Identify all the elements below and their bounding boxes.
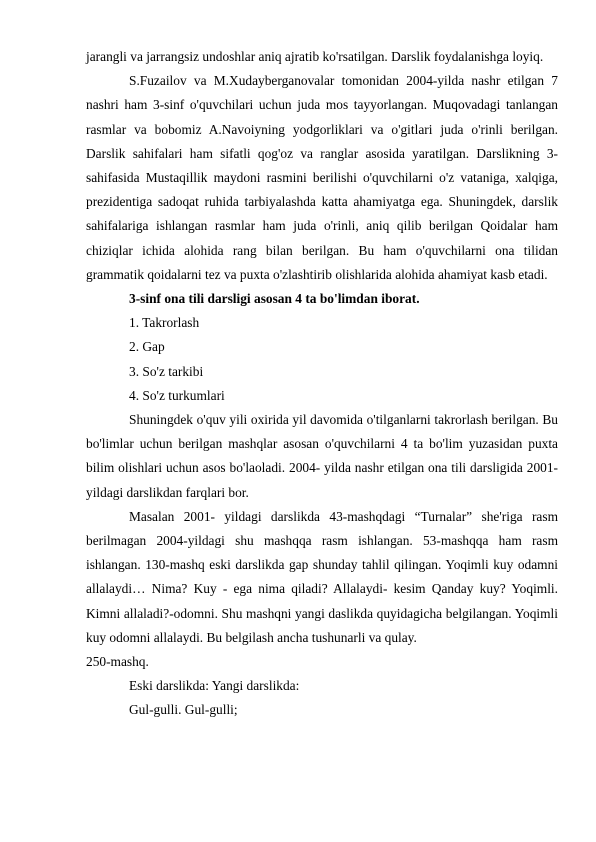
paragraph-1: jarangli va jarrangsiz undoshlar aniq ajratib ko'rsatilgan. Darslik foydalanishga loyiq.: [86, 49, 544, 64]
list-item-1: 1. Takrorlash: [129, 315, 200, 331]
paragraph-6: Eski darslikda: Yangi darslikda:: [129, 678, 300, 694]
list-item-3: 3. So'z tarkibi: [129, 363, 204, 379]
paragraph-4: Masalan 2001- yildagi darslikda 43-mashqdagi “Turnalar” she'riga rasm berilmagan 2004-yildagi shu mashqqa rasm ishlangan. 53-mashqqa ham rasm ishlangan. 130-mashq eski darslikda gap shunday tahlil qilingan. Yoqimli kuy odamni allalaydi… Nima? Kuy - ega nima qiladi? Allalaydi- kesim Qanday kuy? Yoqimli. Kimni allaladi?-odomni. Shu mashqni yangi daslikda quyidagicha belgilangan. Yoqimli kuy odomni allalaydi. Bu belgilash ancha tushunarli va qulay.: [86, 508, 558, 645]
document-page: [86, 45, 558, 723]
paragraph-5: 250-mashq.: [86, 654, 149, 670]
paragraph-3: Shuningdek o'quv yili oxirida yil davomida o'tilganlarni takrorlash berilgan. Bu bo'limlar uchun berilgan mashqlar asosan o'quvchilarni 4 ta bo'lim yuzasidan puxta bilim olishlari uchun asos bo'laoladi. 2004- yilda nashr etilgan ona tili darsligida 2001- yildagi darslikdan farqlari bor.: [86, 412, 558, 500]
list-item-4: 4. So'z turkumlari: [129, 387, 225, 403]
section-heading: 3-sinf ona tili darsligi asosan 4 ta bo'limdan iborat.: [129, 291, 420, 307]
list-item-2: 2. Gap: [129, 339, 165, 355]
paragraph-2: S.Fuzailov va M.Xudayberganovalar tomonidan 2004-yilda nashr etilgan 7 nashri ham 3-sinf o'quvchilari uchun juda mos tayyorlangan. Muqovadagi tanlangan rasmlar va bobomiz A.Navoiyning yodgorliklari va o'gitlari juda o'rinli berilgan. Darslik sahifalari ham sifatli qog'oz va ranglar asosida yaratilgan. Darslikning 3-sahifasida Mustaqillik maydoni rasmini berilishi o'quvchilarni o'z vataniga, xalqiga, prezidentiga sadoqat ruhida tarbiyalashda katta ahamiyatga ega. Shuningdek, darslik sahifalariga ishlangan rasmlar ham juda o'rinli, aniq qilib berilgan Qoidalar ham chiziqlar ichida alohida rang bilan berilgan. Bu ham o'quvchilarni ona tilidan grammatik qoidalarni tez va puxta o'zlashtirib olishlarida alohida ahamiyat kasb etadi.: [86, 73, 558, 282]
paragraph-7: Gul-gulli. Gul-gulli;: [129, 702, 238, 718]
